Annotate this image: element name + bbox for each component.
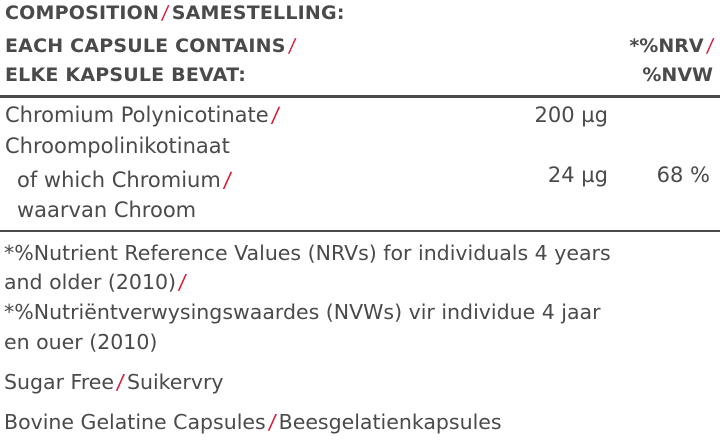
ingredient-amount: 200 µg — [534, 103, 608, 127]
separator-slash: / — [705, 35, 715, 57]
sugar-free-af: Suikervry — [126, 370, 224, 394]
header-divider — [0, 95, 720, 98]
each-capsule-contains: EACH CAPSULE CONTAINS — [5, 35, 286, 57]
nrv-footnote-en-line-1: *%Nutrient Reference Values (NRVs) for individuals 4 years — [4, 241, 611, 265]
ingredient-amount: 24 µg — [547, 163, 608, 187]
footnote-text: and older (2010) — [4, 270, 177, 294]
samestelling-title: SAMESTELLING: — [171, 2, 345, 24]
separator-slash: / — [222, 168, 233, 192]
separator-slash: / — [160, 2, 171, 24]
capsules-af: Beesgelatienkapsules — [278, 410, 502, 434]
ingredient-label: Chromium Polynicotinate — [5, 103, 269, 127]
ingredient-nrv: 68 % — [656, 163, 710, 187]
ingredient-name-en — [17, 168, 234, 192]
nvw-column-header — [642, 64, 713, 86]
nrv-footnote-af-line-1: *%Nutriëntverwysingswaardes (NVWs) vir individue 4 jaar — [4, 300, 601, 324]
ingredient-name-en — [5, 103, 282, 127]
sugar-free-en: Sugar Free — [4, 370, 115, 394]
separator-slash: / — [115, 370, 126, 394]
table-divider — [0, 230, 720, 232]
ingredient-name-af: Chroompolinikotinaat — [5, 134, 230, 158]
nrv-footnote-en-line-2 — [4, 270, 189, 294]
separator-slash: / — [287, 35, 297, 57]
header-line-2 — [5, 35, 298, 57]
header-line-1 — [5, 2, 345, 24]
nrv-column-header — [629, 35, 713, 57]
separator-slash: / — [177, 270, 188, 294]
composition-header — [5, 2, 717, 97]
capsules-en: Bovine Gelatine Capsules — [4, 410, 266, 434]
ingredient-name-af: waarvan Chroom — [17, 198, 197, 222]
header-line-3 — [5, 64, 246, 86]
nvw-label: %NVW — [642, 64, 713, 86]
nrv-footnote-af-line-2: en ouer (2010) — [4, 330, 158, 354]
nrv-label: *%NRV — [629, 35, 704, 57]
composition-title: COMPOSITION — [5, 2, 160, 24]
elke-kapsule-bevat: ELKE KAPSULE BEVAT: — [5, 64, 246, 86]
separator-slash: / — [270, 103, 281, 127]
sugar-free-claim — [4, 370, 224, 394]
capsule-material-claim — [4, 410, 502, 434]
ingredient-label: of which Chromium — [17, 168, 221, 192]
separator-slash: / — [267, 410, 278, 434]
